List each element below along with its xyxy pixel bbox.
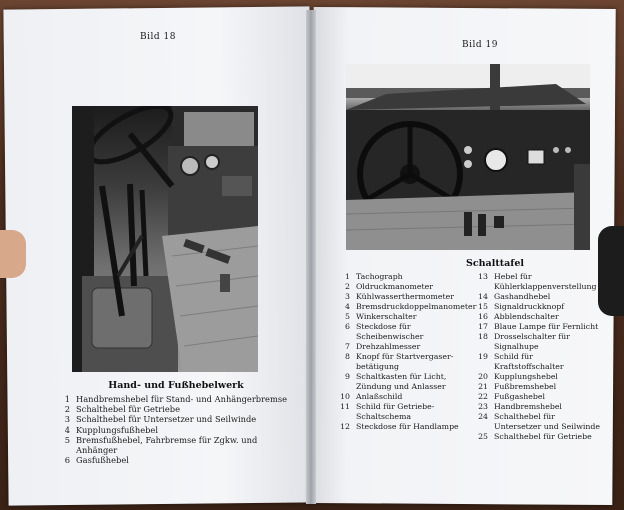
list-item: 9 Schaltkasten für Licht, Zündung und Anlasser	[345, 372, 447, 391]
list-item: 25 Schalthebel für Getriebe	[478, 432, 592, 441]
list-item: 4 Kupplungsfußhebel	[64, 424, 158, 435]
list-item: 4 Bremsdruckdoppelmanometer	[345, 302, 477, 311]
cab-interior-photo	[72, 106, 258, 372]
list-item: 13 Hebel für Kühlerklappenverstellung	[478, 272, 597, 291]
right-figure-caption: Bild 19	[462, 40, 498, 50]
dashboard-illustration	[346, 64, 590, 250]
right-section-title: Schalttafel	[466, 258, 524, 269]
list-item: 23 Handbremshebel	[478, 402, 562, 411]
list-item: 3 Schalthebel für Untersetzer und Seilwinde	[64, 414, 257, 425]
left-hand	[0, 230, 26, 278]
list-item: 17 Blaue Lampe für Fernlicht	[478, 322, 599, 331]
list-item: 16 Abblendschalter	[478, 312, 559, 321]
list-item: 7 Drehzahlmesser	[345, 342, 421, 351]
dashboard-photo	[346, 64, 590, 250]
cab-interior-illustration	[72, 106, 258, 372]
list-item: 11 Schild für Getriebe-Schaltschema	[340, 402, 435, 421]
list-item: 5 Bremsfußhebel, Fahrbremse für Zgkw. und Anhänger	[64, 434, 258, 456]
book-spine	[306, 10, 316, 504]
left-section-title: Hand- und Fußhebelwerk	[108, 380, 244, 391]
left-legend-list	[56, 394, 296, 465]
list-item: 15 Signaldruckknopf	[478, 302, 565, 311]
list-item: 6 Steckdose für Scheibenwischer	[345, 322, 424, 341]
right-legend-list-col2	[474, 272, 600, 442]
list-item: 2 Oldruckmanometer	[345, 282, 433, 291]
list-item: 1 Tachograph	[345, 272, 403, 281]
list-item: 19 Schild für Kraftstoffschalter	[478, 352, 564, 371]
list-item: 6 Gasfußhebel	[64, 455, 129, 466]
list-item: 22 Fußgashebel	[478, 392, 546, 401]
list-item: 3 Kühlwasserthermometer	[345, 292, 454, 301]
right-hand	[598, 226, 624, 316]
list-item: 20 Kupplungshebel	[478, 372, 558, 381]
list-item: 5 Winkerschalter	[345, 312, 417, 321]
list-item: 14 Gashandhebel	[478, 292, 551, 301]
list-item: betätigung	[356, 362, 400, 371]
right-legend-list-col1	[336, 272, 476, 432]
list-item: 12 Steckdose für Handlampe	[340, 422, 459, 431]
list-item: 10 Anlaßschild	[340, 392, 403, 401]
left-figure-caption: Bild 18	[140, 32, 176, 42]
list-item: 8 Knopf für Startvergaser-	[345, 352, 454, 361]
list-item: 2 Schalthebel für Getriebe	[64, 404, 181, 415]
list-item: 1 Handbremshebel für Stand- und Anhängerbremse	[64, 394, 288, 404]
list-item: 21 Fußbremshebel	[478, 382, 557, 391]
list-item: 18 Drosselschalter für Signalhupe	[478, 332, 570, 351]
list-item: 24 Schalthebel für Untersetzer und Seilwinde	[478, 412, 600, 431]
